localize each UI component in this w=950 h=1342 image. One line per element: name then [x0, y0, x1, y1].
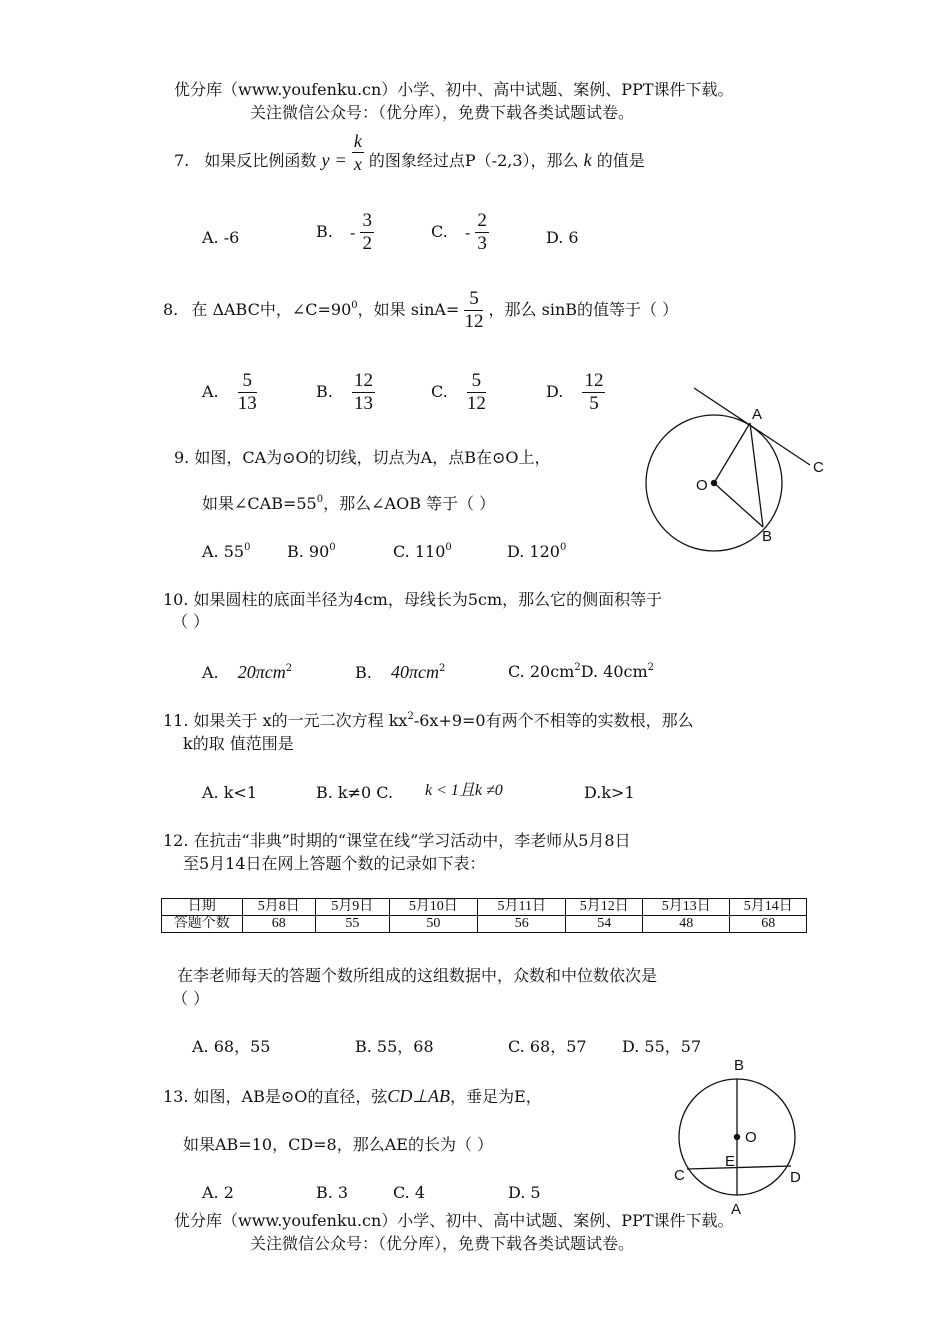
- footer-line-2: 关注微信公众号：（优分库），免费下载各类试题试卷。: [250, 1234, 635, 1253]
- q13-option-b: B. 3: [316, 1183, 349, 1202]
- q9-circle-figure: [630, 380, 830, 555]
- q11-option-a: A. k<1: [202, 783, 258, 802]
- label-o: O: [745, 1129, 757, 1146]
- q9-option-b: B. $90^0$: [287, 542, 336, 561]
- math-var: y: [321, 150, 330, 170]
- q8-option-c: C. $\frac{5}{12}$: [431, 370, 486, 414]
- table-cell: 56: [478, 916, 566, 933]
- segment-ab: [750, 423, 763, 527]
- math-eq: =: [334, 150, 347, 170]
- table-cell: 5月13日: [642, 899, 729, 916]
- label-e: E: [725, 1153, 736, 1170]
- table-cell: 答题个数: [162, 916, 243, 933]
- question-10-line-1: 10. 如果圆柱的底面半径为4cm，母线长为5cm，那么它的侧面积等于: [163, 590, 663, 609]
- q10-option-a: A. 20πcm$^2$: [202, 662, 293, 682]
- question-text: 如果反比例函数: [204, 151, 317, 170]
- question-text: 的图象经过点P（-2,3），那么: [368, 151, 579, 170]
- q8-option-b: B. $\frac{12}{13}$: [316, 370, 373, 414]
- question-12-stem-line-1: 在李老师每天的答题个数所组成的这组数据中，众数和中位数依次是: [177, 966, 658, 985]
- table-cell: 5月11日: [478, 899, 566, 916]
- segment-ob: [714, 483, 763, 527]
- q7-option-b: B. - $\frac{3}{2}$: [316, 210, 372, 254]
- q8-option-d: D. $\frac{12}{5}$: [546, 370, 604, 414]
- q12-option-d: D. 55，57: [622, 1037, 702, 1056]
- fraction: $\frac{2}{3}$: [477, 210, 487, 254]
- table-cell: 68: [242, 916, 316, 933]
- label-b: B: [762, 528, 773, 545]
- header-line-1: 优分库（www.youfenku.cn）小学、初中、高中试题、案例、PPT课件下载。: [174, 80, 734, 99]
- table-cell: 50: [389, 916, 477, 933]
- table-cell: 日期: [162, 899, 243, 916]
- question-9-line-1: 9. 如图，CA为⊙O的切线，切点为A，点B在⊙O上，: [174, 448, 551, 467]
- header-line-2: 关注微信公众号：（优分库），免费下载各类试题试卷。: [250, 103, 635, 122]
- center-dot: [711, 480, 717, 486]
- question-12-line-1: 12. 在抗击“非典”时期的“课堂在线”学习活动中，李老师从5月8日: [163, 831, 631, 850]
- question-11-line-2: k的取 值范围是: [183, 734, 294, 753]
- question-7: [174, 131, 645, 175]
- label-c: C: [813, 459, 824, 476]
- q8-option-a: A. $\frac{5}{13}$: [202, 370, 257, 414]
- label-a: A: [752, 406, 763, 423]
- table-row: [162, 916, 807, 933]
- q13-option-a: A. 2: [202, 1183, 234, 1202]
- table-cell: 55: [316, 916, 390, 933]
- table-cell: 5月14日: [730, 899, 807, 916]
- label-o: O: [696, 477, 708, 494]
- table-cell: 68: [730, 916, 807, 933]
- q13-option-c: C. 4: [393, 1183, 426, 1202]
- q12-option-a: A. 68，55: [192, 1037, 271, 1056]
- q7-option-d: D. 6: [546, 228, 579, 247]
- chord-cd: [687, 1166, 791, 1169]
- question-12-line-2: 至5月14日在网上答题个数的记录如下表：: [183, 854, 486, 873]
- q10-option-c-d: C. $20cm^2D$. $40cm^2$: [508, 662, 655, 681]
- footer-line-1: 优分库（www.youfenku.cn）小学、初中、高中试题、案例、PPT课件下载。: [174, 1211, 734, 1230]
- q7-option-c: C. - $\frac{2}{3}$: [431, 210, 487, 254]
- q12-option-b: B. 55，68: [355, 1037, 434, 1056]
- table-cell: 5月8日: [242, 899, 316, 916]
- tangent-line-ca: [694, 388, 810, 465]
- table-cell: 5月12日: [566, 899, 643, 916]
- fraction: $\frac{5}{12}$: [464, 288, 484, 332]
- q13-circle-figure: [660, 1052, 810, 1217]
- q9-option-a: A. $55^0$: [202, 542, 251, 561]
- q11-option-d: D.k>1: [584, 783, 635, 802]
- label-a: A: [731, 1201, 742, 1217]
- table-cell: 5月10日: [389, 899, 477, 916]
- question-number: 7.: [174, 151, 190, 170]
- q7-option-a: A. -6: [202, 228, 240, 247]
- answer-count-table: [161, 898, 807, 933]
- question-13-line-2: 如果AB=10，CD=8，那么AE的长为（ ）: [183, 1135, 494, 1154]
- label-c: C: [674, 1167, 685, 1184]
- table-cell: 48: [642, 916, 729, 933]
- fraction: $\frac{3}{2}$: [362, 210, 372, 254]
- question-8: 8. 在 ΔABC中，$\angle C=90^0$，如果 sinA= $\frac{5}{12}$ ，那么 sinB的值等于（ ）: [163, 288, 679, 332]
- question-text: 的值是: [596, 151, 645, 170]
- q9-option-c: C. $110^0$: [393, 542, 452, 561]
- q11-option-c: k < 1且k ≠0: [425, 782, 503, 799]
- question-13-line-1: 13. 如图，AB是⊙O的直径，弦CD⊥AB，垂足为E，: [163, 1086, 542, 1106]
- question-10-line-2: （ ）: [172, 612, 210, 631]
- label-d: D: [790, 1169, 801, 1186]
- fraction-k-over-x: $\frac{k}{x}$: [353, 131, 362, 174]
- table-cell: 54: [566, 916, 643, 933]
- q10-option-b: B. 40πcm$^2$: [355, 662, 446, 682]
- center-dot: [734, 1134, 740, 1140]
- label-b: B: [734, 1057, 745, 1074]
- q12-option-c: C. 68，57: [508, 1037, 587, 1056]
- q9-option-d: D. $120^0$: [507, 542, 567, 561]
- q11-option-b: B. k≠0 C.: [316, 783, 394, 802]
- table-header-row: [162, 899, 807, 916]
- segment-oa: [714, 423, 750, 483]
- question-9-line-2: 如果$\angle CAB=55^0$，那么∠AOB 等于（ ）: [202, 494, 496, 513]
- question-11-line-1: 11. 如果关于 x的一元二次方程 $kx^2-6x+9=0$有两个不相等的实数根，那么: [163, 711, 694, 730]
- table-cell: 5月9日: [316, 899, 390, 916]
- q13-option-d: D. 5: [508, 1183, 541, 1202]
- question-12-stem-line-2: （ ）: [172, 989, 210, 1008]
- math-var: k: [583, 150, 592, 170]
